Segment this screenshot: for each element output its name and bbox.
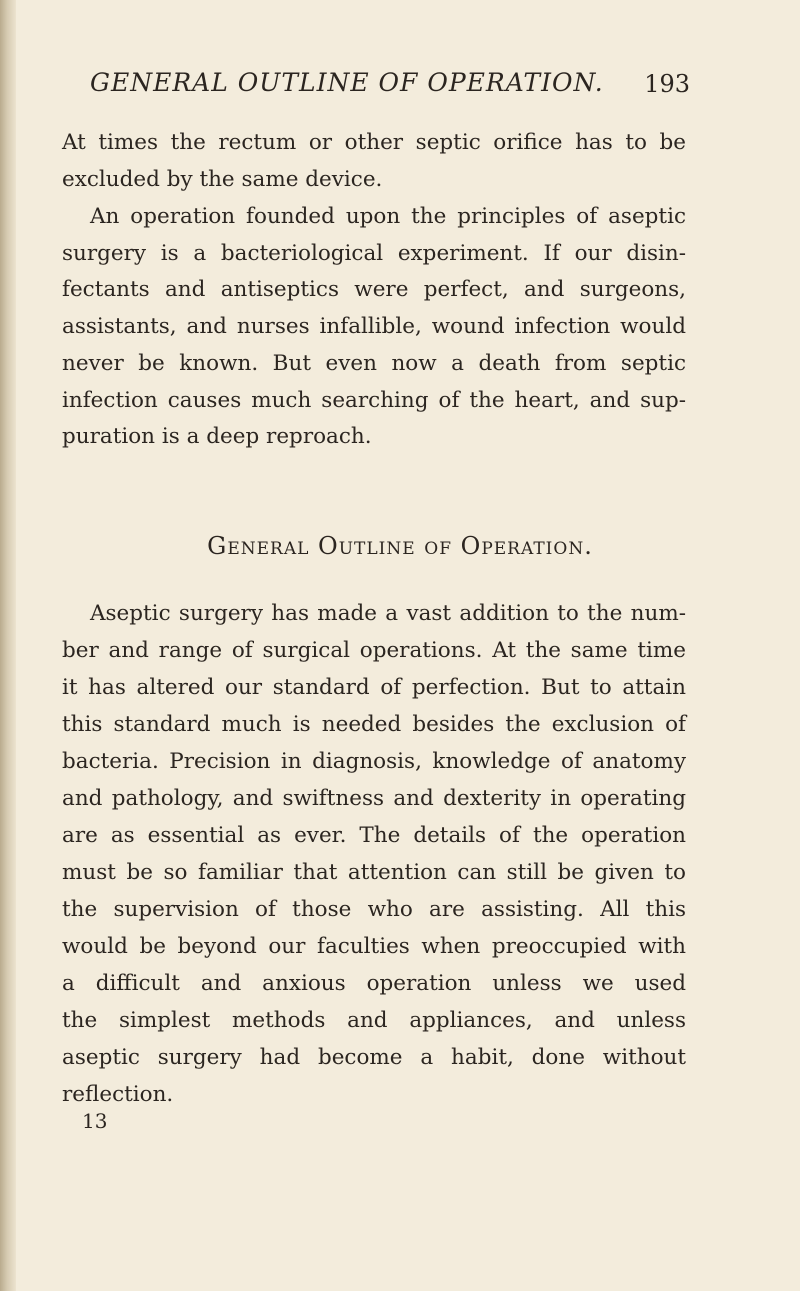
text-line: puration is a deep reproach. [62, 424, 372, 449]
text-line: infection causes much searching of the heart, and sup- [62, 388, 686, 413]
page-gutter-shadow [0, 0, 16, 1291]
text-line: reflection. [62, 1082, 174, 1107]
text-line: surgery is a bacteriological experiment. If our disin- [62, 241, 686, 266]
text-line: and pathology, and swiftness and dexterity in operating [62, 786, 686, 811]
text-line: aseptic surgery had become a habit, done without [62, 1045, 686, 1070]
section-heading: General Outline of Operation. [207, 532, 593, 560]
text-line: this standard much is needed besides the exclusion of [62, 712, 686, 737]
text-line: An operation founded upon the principles of aseptic [90, 204, 686, 229]
page-number: 193 [644, 70, 690, 98]
text-line: never be known. But even now a death from septic [62, 351, 686, 376]
text-line: the simplest methods and appliances, and unless [62, 1008, 686, 1033]
running-head: GENERAL OUTLINE OF OPERATION. [90, 68, 604, 97]
text-line: a difficult and anxious operation unless we used [62, 971, 686, 996]
text-line: the supervision of those who are assisting. All this [62, 897, 686, 922]
text-line: At times the rectum or other septic orifice has to be [62, 130, 686, 155]
signature-mark: 13 [82, 1109, 108, 1133]
text-line: ber and range of surgical operations. At the same time [62, 638, 686, 663]
text-line: excluded by the same device. [62, 167, 383, 192]
text-line: must be so familiar that attention can still be given to [62, 860, 686, 885]
text-line: are as essential as ever. The details of the operation [62, 823, 686, 848]
text-line: fectants and antiseptics were perfect, and surgeons, [62, 277, 686, 302]
text-line: Aseptic surgery has made a vast addition to the num- [90, 601, 686, 626]
text-line: bacteria. Precision in diagnosis, knowledge of anatomy [62, 749, 686, 774]
text-line: would be beyond our faculties when preoccupied with [62, 934, 686, 959]
text-line: assistants, and nurses infallible, wound infection would [62, 314, 686, 339]
text-line: it has altered our standard of perfection. But to attain [62, 675, 686, 700]
page-header [90, 68, 690, 108]
